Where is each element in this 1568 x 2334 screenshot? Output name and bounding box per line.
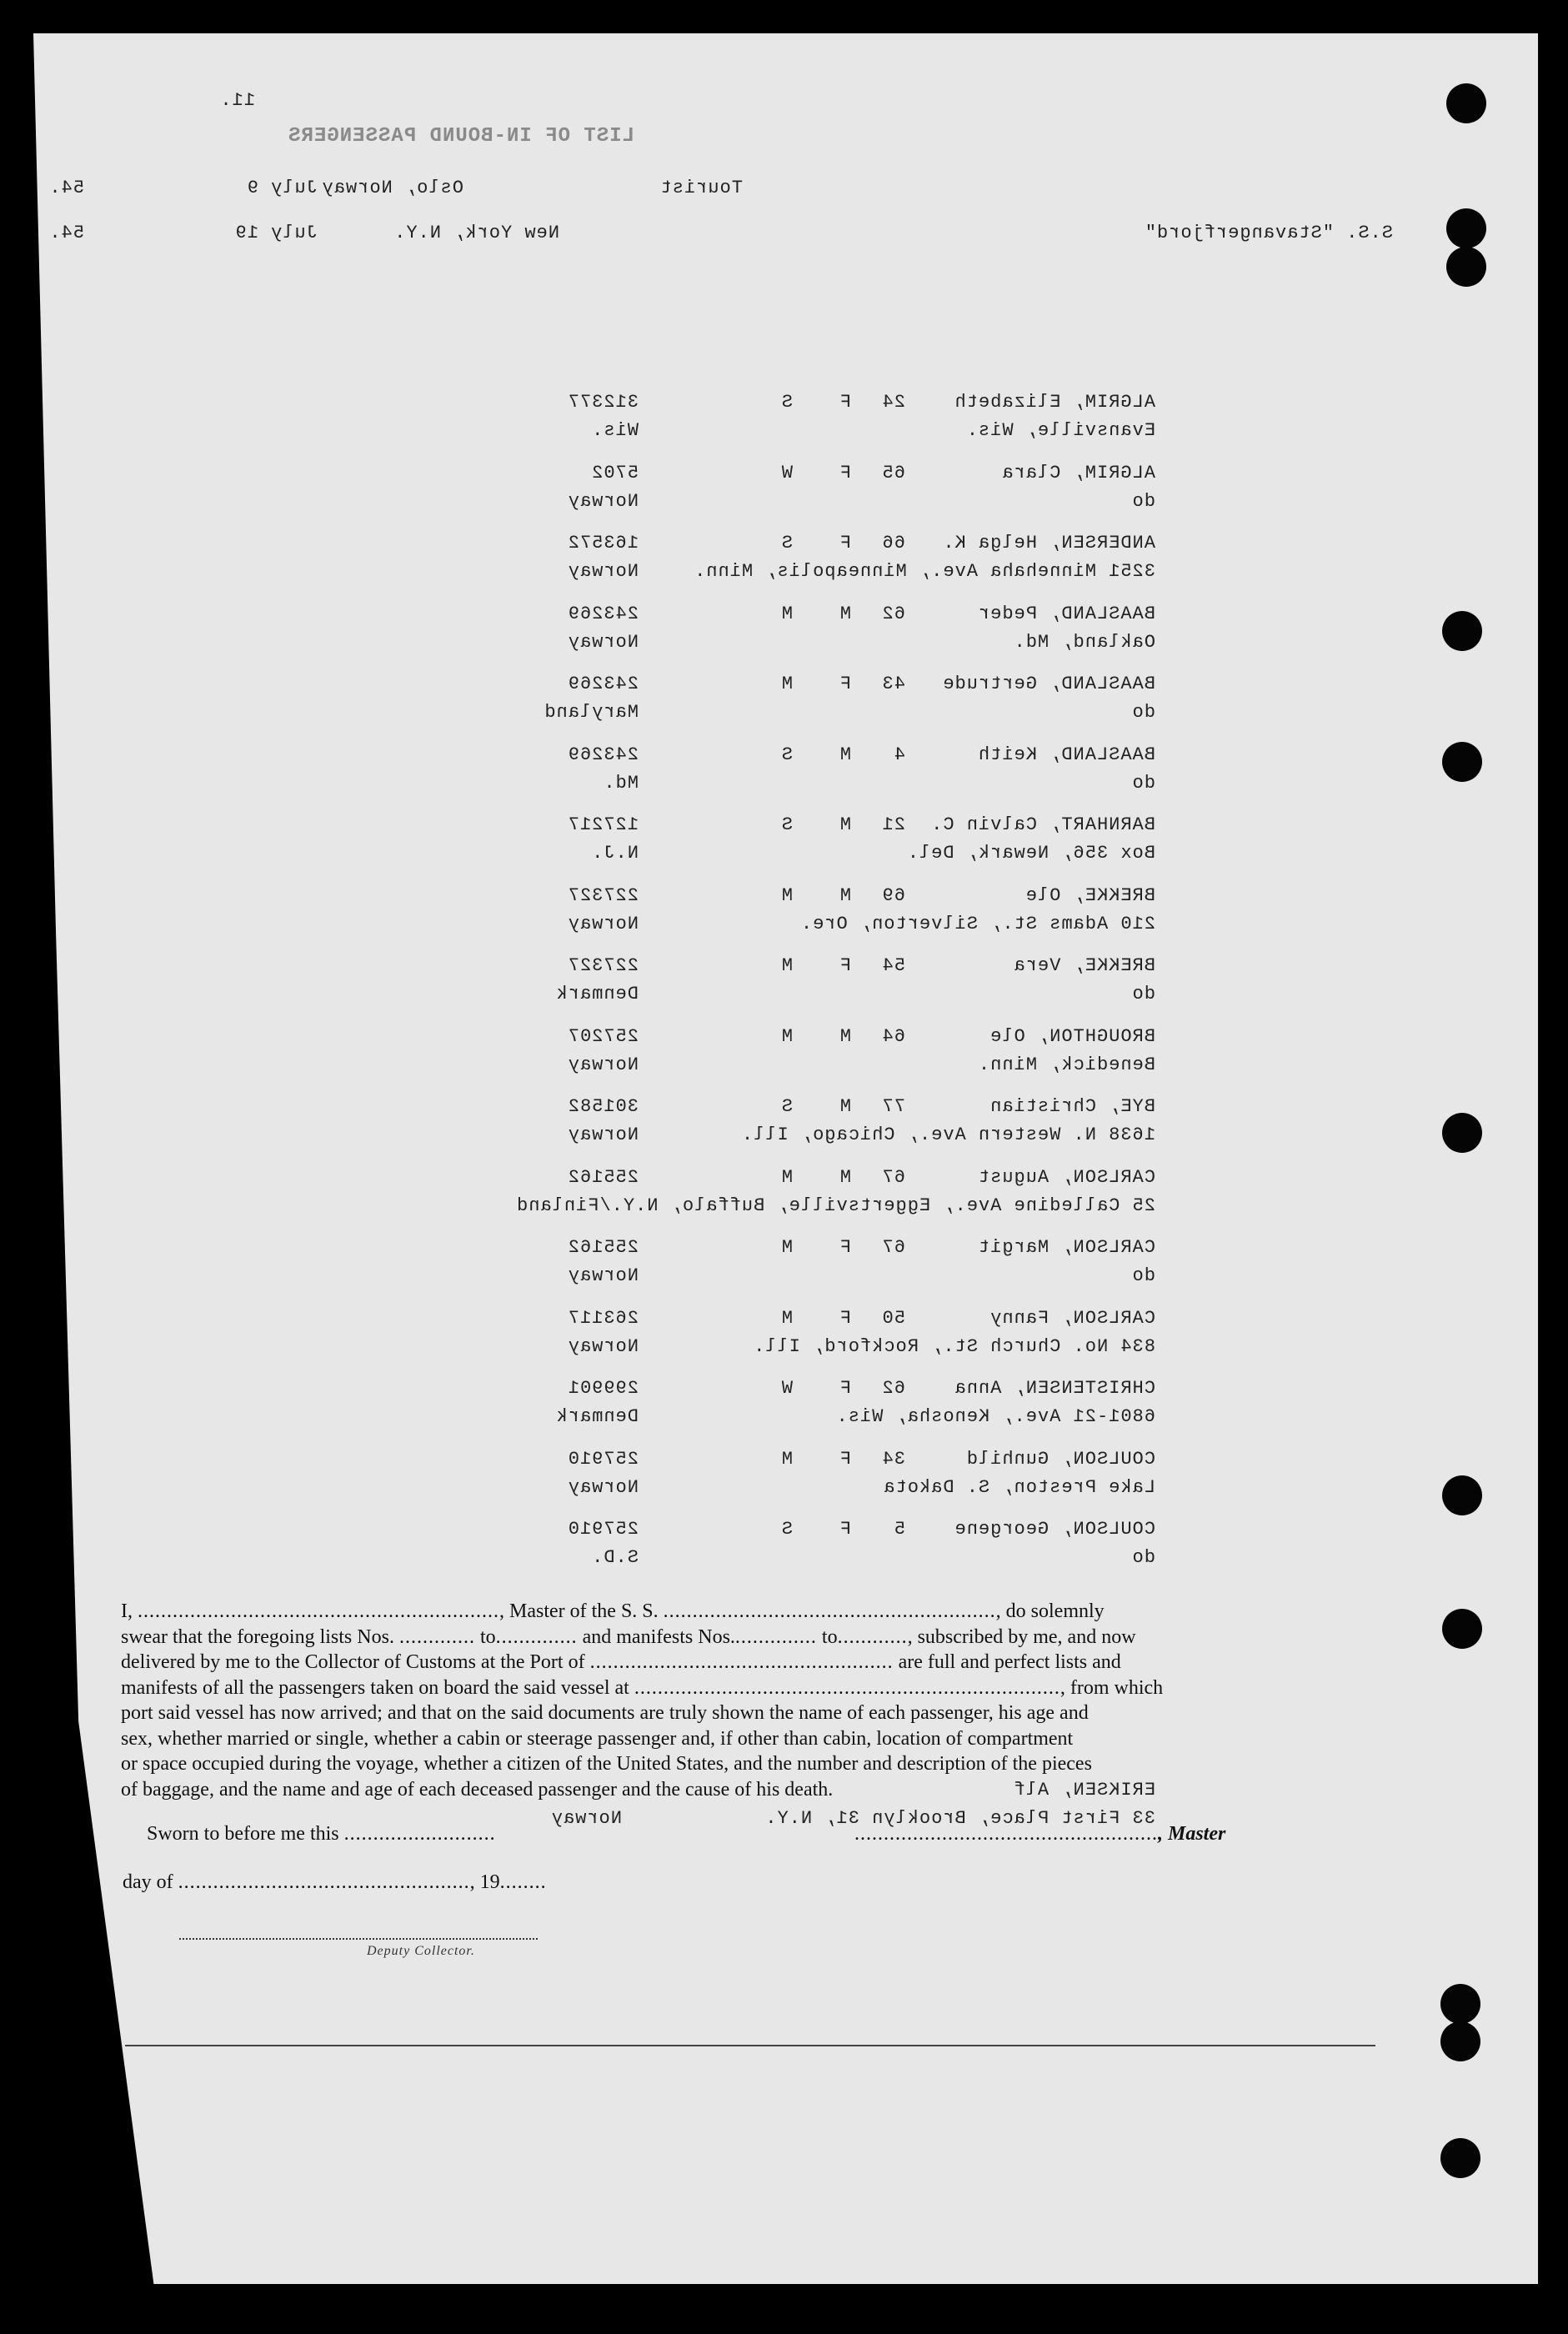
passenger-number: 243269 — [567, 744, 639, 765]
passenger-status: S — [780, 814, 793, 835]
passenger-origin: Maryland — [544, 702, 639, 723]
passenger-origin: Norway — [567, 1265, 639, 1286]
passenger-origin: Norway — [567, 490, 639, 512]
bottom-entry-address: 33 First Place, Brooklyn 31, N.Y. — [764, 1808, 1155, 1829]
passenger-name: CARLSON, August — [977, 1166, 1155, 1188]
passenger-sex: F — [839, 1237, 851, 1258]
passenger-age: 43 — [881, 674, 905, 694]
passenger-address: do — [1131, 1547, 1155, 1568]
passenger-origin: Norway — [567, 913, 639, 934]
passenger-status: S — [780, 1519, 793, 1540]
passenger-name: CHRISTENSEN, Anna — [954, 1378, 1155, 1399]
passenger-age: 21 — [881, 814, 905, 835]
passenger-name: CARLSON, Margit — [977, 1237, 1155, 1258]
list-title: LIST OF IN-BOUND PASSENGERS — [288, 125, 634, 148]
passenger-sex: F — [839, 1448, 851, 1470]
oath-line-7: or space occupied during the voyage, whether a citizen of the United States, and the number and description of the pieces — [121, 1753, 1092, 1775]
passenger-sex: F — [839, 533, 851, 553]
passenger-age: 62 — [881, 603, 905, 624]
passenger-address: Lake Preston, S. Dakota — [883, 1476, 1155, 1498]
passenger-age: 64 — [881, 1025, 905, 1047]
passenger-sex: M — [839, 1096, 851, 1117]
passenger-origin: Md. — [603, 772, 639, 794]
passenger-number: 257207 — [567, 1025, 639, 1047]
passenger-number: 257910 — [567, 1519, 639, 1540]
passenger-age: 69 — [881, 884, 905, 906]
departure-year: 54. — [48, 178, 84, 198]
passenger-number: 5702 — [591, 462, 639, 483]
passenger-status: M — [780, 1448, 793, 1470]
passenger-age: 24 — [881, 392, 905, 413]
passenger-address: do — [1131, 772, 1155, 794]
passenger-status: M — [780, 955, 793, 976]
page-bottom-rule — [125, 2045, 1375, 2046]
passenger-number: 163572 — [567, 533, 639, 553]
passenger-address: 1638 N. Western Ave., Chicago, Ill. — [740, 1124, 1155, 1145]
passenger-address: Box 356, Newark, Del. — [906, 843, 1155, 864]
passenger-sex: M — [839, 1166, 851, 1188]
passenger-name: BARNHART, Calvin C. — [930, 814, 1155, 835]
passenger-address: Evansville, Wis. — [965, 420, 1155, 441]
passenger-name: BAASLAND, Peder — [977, 603, 1155, 624]
passenger-status: M — [780, 674, 793, 694]
passenger-status: M — [780, 1307, 793, 1329]
passenger-origin: Norway — [567, 1476, 639, 1498]
passenger-origin: Denmark — [555, 1406, 639, 1427]
passenger-age: 4 — [893, 744, 905, 765]
passenger-address: do — [1131, 984, 1155, 1004]
passenger-age: 34 — [881, 1448, 905, 1470]
passenger-sex: M — [839, 1025, 851, 1047]
passenger-status: S — [780, 744, 793, 765]
passenger-sex: F — [839, 674, 851, 694]
ship-name: S.S. "Stavangerfjord" — [1144, 223, 1393, 243]
passenger-name: BREKKE, Ole — [1024, 884, 1155, 906]
passenger-status: S — [780, 392, 793, 413]
passenger-number: 227327 — [567, 955, 639, 976]
passenger-name: ALGRIM, Clara — [1001, 462, 1155, 483]
passenger-origin: Norway — [567, 1335, 639, 1357]
passenger-sex: M — [839, 884, 851, 906]
passenger-age: 50 — [881, 1307, 905, 1329]
passenger-age: 77 — [881, 1096, 905, 1117]
passenger-address: do — [1131, 490, 1155, 512]
passenger-address: 25 Calledine Ave., Eggertsville, Buffalo, N.Y./Finland — [516, 1195, 1155, 1216]
passenger-sex: F — [839, 1378, 851, 1399]
passenger-origin: Wis. — [591, 420, 639, 441]
passenger-number: 255162 — [567, 1166, 639, 1188]
passenger-address: Oakland, Md. — [1013, 631, 1155, 653]
departure-date: July 9 — [246, 178, 318, 198]
passenger-name: BAASLAND, Gertrude — [942, 674, 1155, 694]
passenger-address: Benedick, Minn. — [977, 1054, 1155, 1075]
passenger-name: BYE, Christian — [989, 1096, 1155, 1117]
passenger-status: M — [780, 1237, 793, 1258]
passenger-number: 243269 — [567, 603, 639, 624]
passenger-status: S — [780, 1096, 793, 1117]
bottom-entry-name: ERIKSEN, Alf — [1013, 1780, 1155, 1801]
departure-port: Oslo, Norway — [321, 178, 463, 198]
oath-line-5: port said vessel has now arrived; and that on the said documents are truly shown the name of each passenger, his age and — [121, 1702, 1089, 1724]
arrival-port: New York, N.Y. — [393, 223, 559, 243]
passenger-sex: F — [839, 1519, 851, 1540]
passenger-number: 312377 — [567, 392, 639, 413]
day-of-label: day of .................................................., 19........ — [123, 1871, 547, 1893]
deputy-signature-line — [179, 1938, 538, 1940]
passenger-age: 62 — [881, 1378, 905, 1399]
passenger-age: 5 — [893, 1519, 905, 1540]
sworn-label: Sworn to before me this .......................... — [147, 1823, 496, 1845]
passenger-origin: N.J. — [591, 843, 639, 864]
master-oath — [121, 1599, 1375, 1802]
passenger-origin: Denmark — [555, 984, 639, 1004]
passenger-origin: Norway — [567, 631, 639, 653]
passenger-status: M — [780, 1166, 793, 1188]
passenger-address: 3251 Minnehaha Ave., Minneapolis, Minn. — [694, 561, 1155, 582]
passenger-address: do — [1131, 1265, 1155, 1286]
oath-line-2: swear that the foregoing lists Nos. ............. to.............. and manifests Nos............... to............, subscribed by me, and now — [121, 1625, 1136, 1648]
passenger-origin: Norway — [567, 1054, 639, 1075]
class-label: Tourist — [659, 178, 743, 198]
passenger-age: 67 — [881, 1237, 905, 1258]
passenger-name: COULSON, Georgene — [954, 1519, 1155, 1540]
passenger-address: 210 Adams St., Silverton, Ore. — [799, 913, 1155, 934]
passenger-name: BAASLAND, Keith — [977, 744, 1155, 765]
passenger-name: COULSON, Gunhild — [965, 1448, 1155, 1470]
passenger-origin: Norway — [567, 561, 639, 582]
passenger-status: W — [780, 462, 793, 483]
passenger-origin: Norway — [567, 1124, 639, 1145]
passenger-sex: F — [839, 955, 851, 976]
passenger-number: 243269 — [567, 674, 639, 694]
passenger-number: 301582 — [567, 1096, 639, 1117]
passenger-status: M — [780, 884, 793, 906]
deputy-collector-label: Deputy Collector. — [367, 1944, 475, 1958]
passenger-age: 67 — [881, 1166, 905, 1188]
oath-line-3: delivered by me to the Collector of Customs at the Port of .................................................... are full and perfect lists and — [121, 1651, 1121, 1673]
passenger-number: 255162 — [567, 1237, 639, 1258]
passenger-address: 834 No. Church St., Rockford, Ill. — [753, 1335, 1155, 1357]
page-number: 11. — [219, 90, 255, 111]
arrival-year: 54. — [48, 223, 84, 243]
passenger-number: 257910 — [567, 1448, 639, 1470]
passenger-sex: M — [839, 603, 851, 624]
passenger-status: S — [780, 533, 793, 553]
passenger-address: 6801-21 Ave., Kenosha, Wis. — [835, 1406, 1155, 1427]
passenger-age: 66 — [881, 533, 905, 553]
passenger-sex: F — [839, 392, 851, 413]
passenger-name: BROUGHTON, Ole — [989, 1025, 1155, 1047]
passenger-number: 299901 — [567, 1378, 639, 1399]
oath-line-8: of baggage, and the name and age of each deceased passenger and the cause of his death. — [121, 1778, 834, 1801]
master-signature-line: ...................................................., Master — [854, 1823, 1226, 1845]
passenger-number: 263117 — [567, 1307, 639, 1329]
oath-line-4: manifests of all the passengers taken on board the said vessel at ........................................................................., from which — [121, 1676, 1164, 1699]
passenger-origin: S.D. — [591, 1547, 639, 1568]
passenger-sex: F — [839, 1307, 851, 1329]
arrival-date: July 19 — [234, 223, 318, 243]
bottom-entry-origin: Norway — [550, 1808, 622, 1829]
passenger-status: M — [780, 603, 793, 624]
oath-line-6: sex, whether married or single, whether a cabin or steerage passenger and, if other than cabin, location of compartment — [121, 1727, 1074, 1750]
passenger-number: 227327 — [567, 884, 639, 906]
passenger-number: 127217 — [567, 814, 639, 835]
passenger-address: do — [1131, 702, 1155, 723]
passenger-sex: M — [839, 814, 851, 835]
passenger-sex: M — [839, 744, 851, 765]
passenger-age: 65 — [881, 462, 905, 483]
passenger-status: M — [780, 1025, 793, 1047]
passenger-name: ANDERSEN, Helga K. — [942, 533, 1155, 553]
passenger-name: ALGRIM, Elizabeth — [954, 392, 1155, 413]
passenger-sex: F — [839, 462, 851, 483]
passenger-name: BREKKE, Vera — [1013, 955, 1155, 976]
oath-line-1: I, .............................................................., Master of the S. S. ........................................................., do solemnly — [121, 1600, 1105, 1622]
passenger-age: 54 — [881, 955, 905, 976]
passenger-name: CARLSON, Fanny — [989, 1307, 1155, 1329]
passenger-status: W — [780, 1378, 793, 1399]
